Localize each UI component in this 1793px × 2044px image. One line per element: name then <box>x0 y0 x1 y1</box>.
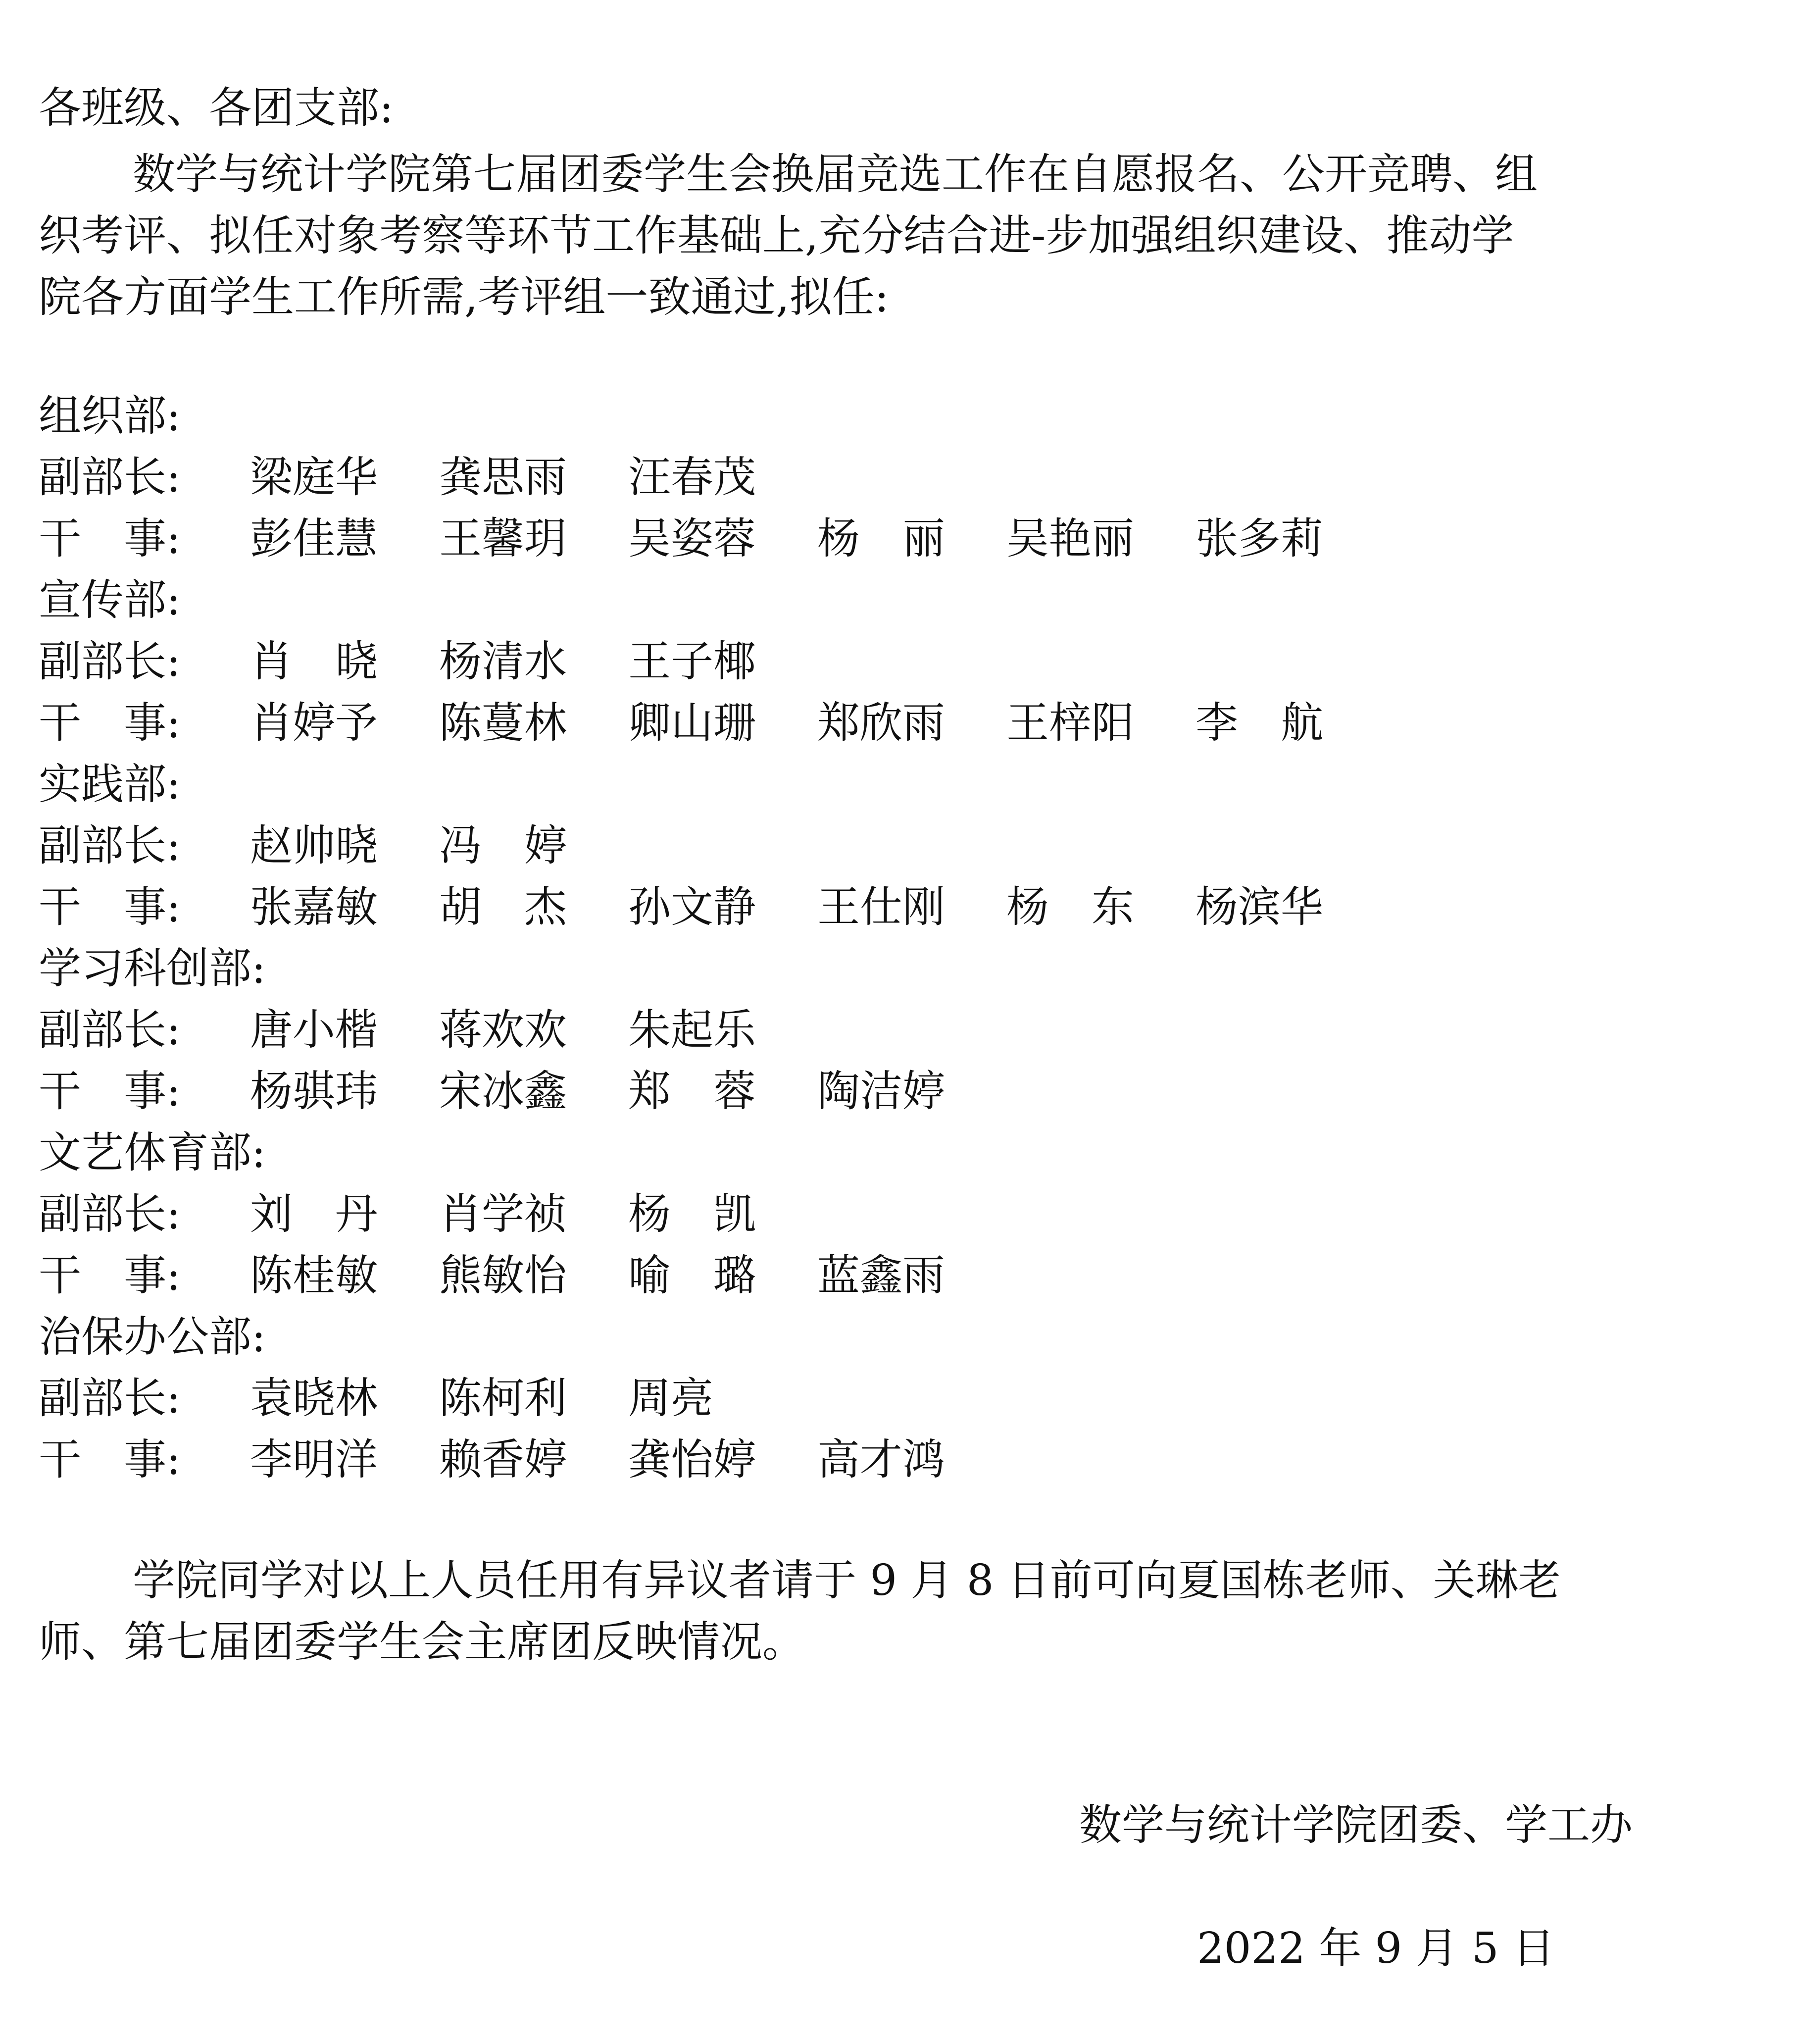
signature: 数学与统计学院团委、学工办 <box>1079 1800 1633 1850</box>
staff-name: 喻 璐 <box>628 1251 756 1300</box>
department-name: 学习科创部: <box>39 944 266 993</box>
deputy-name: 梁庭华 <box>250 453 378 502</box>
staff-label: 干 事: <box>39 882 181 932</box>
staff-name: 吴姿蓉 <box>628 514 756 563</box>
deputy-name: 袁晓林 <box>250 1374 378 1423</box>
deputy-name: 肖学祯 <box>439 1189 567 1239</box>
department-name: 组织部: <box>39 391 181 441</box>
deputy-name: 杨清水 <box>439 637 567 686</box>
deputy-name: 肖 晓 <box>250 637 378 686</box>
staff-label: 干 事: <box>39 1067 181 1116</box>
department-name: 治保办公部: <box>39 1312 266 1362</box>
staff-name: 宋冰鑫 <box>439 1067 567 1116</box>
staff-name: 杨 东 <box>1006 882 1134 932</box>
salutation: 各班级、各团支部: <box>39 83 394 133</box>
staff-label: 干 事: <box>39 514 181 563</box>
staff-name: 高才鸿 <box>817 1435 945 1484</box>
deputy-name: 王子椰 <box>628 637 756 686</box>
notice-line-2: 师、第七届团委学生会主席团反映情况。 <box>39 1617 805 1667</box>
deputy-label: 副部长: <box>39 1005 181 1055</box>
intro-line-1: 数学与统计学院第七届团委学生会换届竞选工作在自愿报名、公开竞聘、组 <box>133 150 1538 199</box>
date: 2022 年 9 月 5 日 <box>1197 1924 1555 1973</box>
staff-name: 杨骐玮 <box>250 1067 378 1116</box>
staff-name: 张多莉 <box>1195 514 1323 563</box>
deputy-label: 副部长: <box>39 637 181 686</box>
staff-name: 吴艳丽 <box>1006 514 1134 563</box>
department-name: 文艺体育部: <box>39 1128 266 1177</box>
staff-name: 李明洋 <box>250 1435 378 1484</box>
deputy-label: 副部长: <box>39 1189 181 1239</box>
deputy-label: 副部长: <box>39 453 181 502</box>
deputy-label: 副部长: <box>39 1374 181 1423</box>
staff-name: 蓝鑫雨 <box>817 1251 945 1300</box>
deputy-name: 龚思雨 <box>439 453 567 502</box>
deputy-name: 冯 婷 <box>439 821 567 870</box>
staff-label: 干 事: <box>39 698 181 748</box>
department-name: 实践部: <box>39 760 181 809</box>
deputy-name: 杨 凯 <box>628 1189 756 1239</box>
staff-name: 卿山珊 <box>628 698 756 748</box>
department-name: 宣传部: <box>39 575 181 625</box>
staff-name: 赖香婷 <box>439 1435 567 1484</box>
staff-name: 王梓阳 <box>1006 698 1134 748</box>
intro-line-2: 织考评、拟任对象考察等环节工作基础上,充分结合进-步加强组织建设、推动学 <box>39 211 1514 260</box>
staff-name: 陶洁婷 <box>817 1067 945 1116</box>
staff-name: 胡 杰 <box>439 882 567 932</box>
staff-name: 杨滨华 <box>1195 882 1323 932</box>
deputy-name: 朱起乐 <box>628 1005 756 1055</box>
staff-name: 孙文静 <box>628 882 756 932</box>
deputy-name: 周亮 <box>628 1374 713 1423</box>
staff-name: 龚怡婷 <box>628 1435 756 1484</box>
staff-label: 干 事: <box>39 1435 181 1484</box>
deputy-name: 赵帅晓 <box>250 821 378 870</box>
notice-line-1: 学院同学对以上人员任用有异议者请于 9 月 8 日前可向夏国栋老师、关琳老 <box>133 1556 1561 1605</box>
staff-name: 郑欣雨 <box>817 698 945 748</box>
staff-name: 王馨玥 <box>439 514 567 563</box>
intro-line-3: 院各方面学生工作所需,考评组一致通过,拟任: <box>39 272 889 322</box>
staff-name: 陈桂敏 <box>250 1251 378 1300</box>
staff-name: 肖婷予 <box>250 698 378 748</box>
staff-name: 杨 丽 <box>817 514 945 563</box>
deputy-name: 汪春茂 <box>628 453 756 502</box>
staff-label: 干 事: <box>39 1251 181 1300</box>
deputy-name: 陈柯利 <box>439 1374 567 1423</box>
staff-name: 陈蔓林 <box>439 698 567 748</box>
deputy-name: 蒋欢欢 <box>439 1005 567 1055</box>
staff-name: 彭佳慧 <box>250 514 378 563</box>
staff-name: 李 航 <box>1195 698 1323 748</box>
deputy-label: 副部长: <box>39 821 181 870</box>
staff-name: 郑 蓉 <box>628 1067 756 1116</box>
deputy-name: 唐小楷 <box>250 1005 378 1055</box>
deputy-name: 刘 丹 <box>250 1189 378 1239</box>
staff-name: 张嘉敏 <box>250 882 378 932</box>
staff-name: 王仕刚 <box>817 882 945 932</box>
staff-name: 熊敏怡 <box>439 1251 567 1300</box>
